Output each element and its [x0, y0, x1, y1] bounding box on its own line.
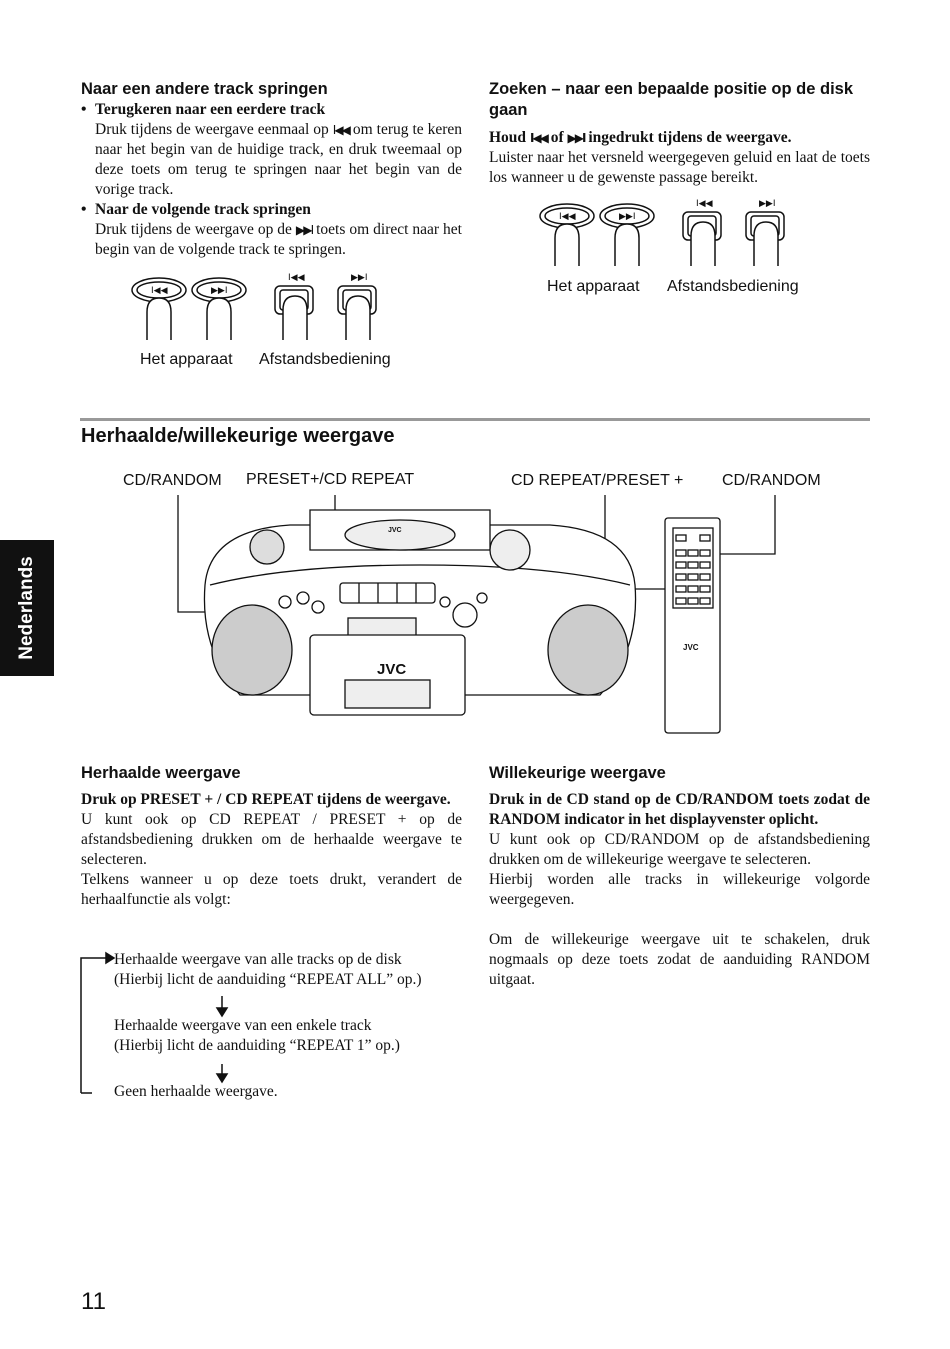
finger-press-illustration — [533, 194, 793, 269]
section-title-random: Willekeurige weergave — [489, 764, 666, 782]
label-device: Het apparaat — [547, 278, 640, 295]
bullet-next-track-text — [81, 220, 462, 260]
next-track-icon: ▶▶I — [567, 131, 585, 145]
finger-press-illustration — [125, 268, 385, 343]
repeat-step-3: Geen herhaalde weergave. — [114, 1083, 278, 1100]
svg-text:I◀◀: I◀◀ — [559, 212, 576, 222]
section-title-search: Zoeken – naar een bepaalde positie op de disk gaan — [489, 80, 854, 119]
svg-text:I◀◀: I◀◀ — [151, 286, 168, 296]
text-span: Druk tijdens de weergave eenmaal op — [95, 121, 329, 138]
side-tab-label: Nederlands — [16, 556, 37, 660]
bullet-previous-track-title: • Terugkeren naar een eerdere track — [81, 100, 462, 120]
previous-track-icon: I◀◀ — [332, 123, 349, 137]
text-span: Druk tijdens de weergave op de — [95, 221, 292, 238]
svg-text:I◀◀: I◀◀ — [288, 273, 305, 283]
search-text — [489, 128, 870, 188]
repeat-step-1-line-2: (Hierbij licht de aanduiding “REPEAT ALL” op.) — [114, 971, 422, 988]
repeat-text — [81, 790, 462, 910]
boombox-and-remote-illustration — [170, 490, 870, 740]
random-paragraph-3: Om de willekeurige weergave uit te schakelen, druk nogmaals op deze toets zodat de aanduiding RANDOM uitgaat. — [489, 931, 870, 988]
random-instruction: Druk in de CD stand op de CD/RANDOM toets zodat de RANDOM indicator in het displayvenster oplicht. — [489, 791, 870, 828]
svg-text:▶▶I: ▶▶I — [211, 286, 228, 296]
svg-text:JVC: JVC — [388, 527, 402, 534]
callout-preset-cd-repeat-device: PRESET+/CD REPEAT — [246, 471, 415, 488]
text-span: om terug te keren naar het begin van de huidige track, en druk tweemaal op deze toets om terug te springen naar het begin van de vorige track. — [95, 121, 463, 198]
random-text — [489, 790, 870, 990]
section-title-repeat: Herhaalde weergave — [81, 764, 241, 782]
language-side-tab — [0, 540, 54, 676]
svg-text:▶▶I: ▶▶I — [759, 199, 776, 209]
section-title-skip-track: Naar een andere track springen — [81, 80, 328, 98]
repeat-step-2-line-1: Herhaalde weergave van een enkele track — [114, 1017, 372, 1034]
label-remote: Afstandsbediening — [259, 351, 391, 368]
repeat-paragraph-2: Telkens wanneer u op deze toets drukt, verandert de herhaalfunctie als volgt: — [81, 871, 462, 908]
label-device: Het apparaat — [140, 351, 233, 368]
svg-text:I◀◀: I◀◀ — [696, 199, 713, 209]
svg-text:JVC: JVC — [683, 643, 699, 652]
text-span: Houd — [489, 129, 527, 146]
repeat-paragraph-1: U kunt ook op CD REPEAT / PRESET + op de afstandsbediening drukken om de herhaalde weergave te selecteren. — [81, 811, 462, 868]
text-span: ingedrukt tijdens de weergave. — [588, 129, 792, 146]
text-span: toets om direct naar het begin van de volgende track te springen. — [95, 221, 462, 258]
section-divider — [80, 418, 870, 421]
random-paragraph-1: U kunt ook op CD/RANDOM op de afstandsbediening drukken om de willekeurige weergave te selecteren. — [489, 831, 870, 868]
callout-cd-random-device: CD/RANDOM — [123, 472, 222, 489]
text-span: of — [550, 129, 564, 146]
svg-text:▶▶I: ▶▶I — [351, 273, 368, 283]
repeat-step-2-line-2: (Hierbij licht de aanduiding “REPEAT 1” op.) — [114, 1037, 400, 1054]
page-number: 11 — [81, 1288, 106, 1315]
repeat-instruction: Druk op PRESET + / CD REPEAT tijdens de weergave. — [81, 791, 451, 808]
search-instruction — [489, 128, 870, 148]
svg-text:▶▶I: ▶▶I — [619, 212, 636, 222]
bullet-next-track-title: • Naar de volgende track springen — [81, 200, 462, 220]
next-track-icon: ▶▶I — [295, 223, 313, 237]
search-description: Luister naar het versneld weergegeven geluid en laat de toets los wanneer u de gewenste passage bereikt. — [489, 149, 870, 186]
callout-cd-repeat-preset-remote: CD REPEAT/PRESET + — [511, 472, 684, 489]
random-paragraph-2: Hierbij worden alle tracks in willekeurige volgorde weergegeven. — [489, 871, 870, 908]
svg-text:JVC: JVC — [377, 661, 407, 678]
bullet-previous-track-text — [81, 120, 462, 200]
skip-track-text — [81, 100, 462, 260]
repeat-step-1-line-1: Herhaalde weergave van alle tracks op de disk — [114, 951, 402, 968]
label-remote: Afstandsbediening — [667, 278, 799, 295]
previous-track-icon: I◀◀ — [529, 131, 547, 145]
callout-cd-random-remote: CD/RANDOM — [722, 472, 821, 489]
section-title-repeat-random: Herhaalde/willekeurige weergave — [81, 425, 395, 447]
